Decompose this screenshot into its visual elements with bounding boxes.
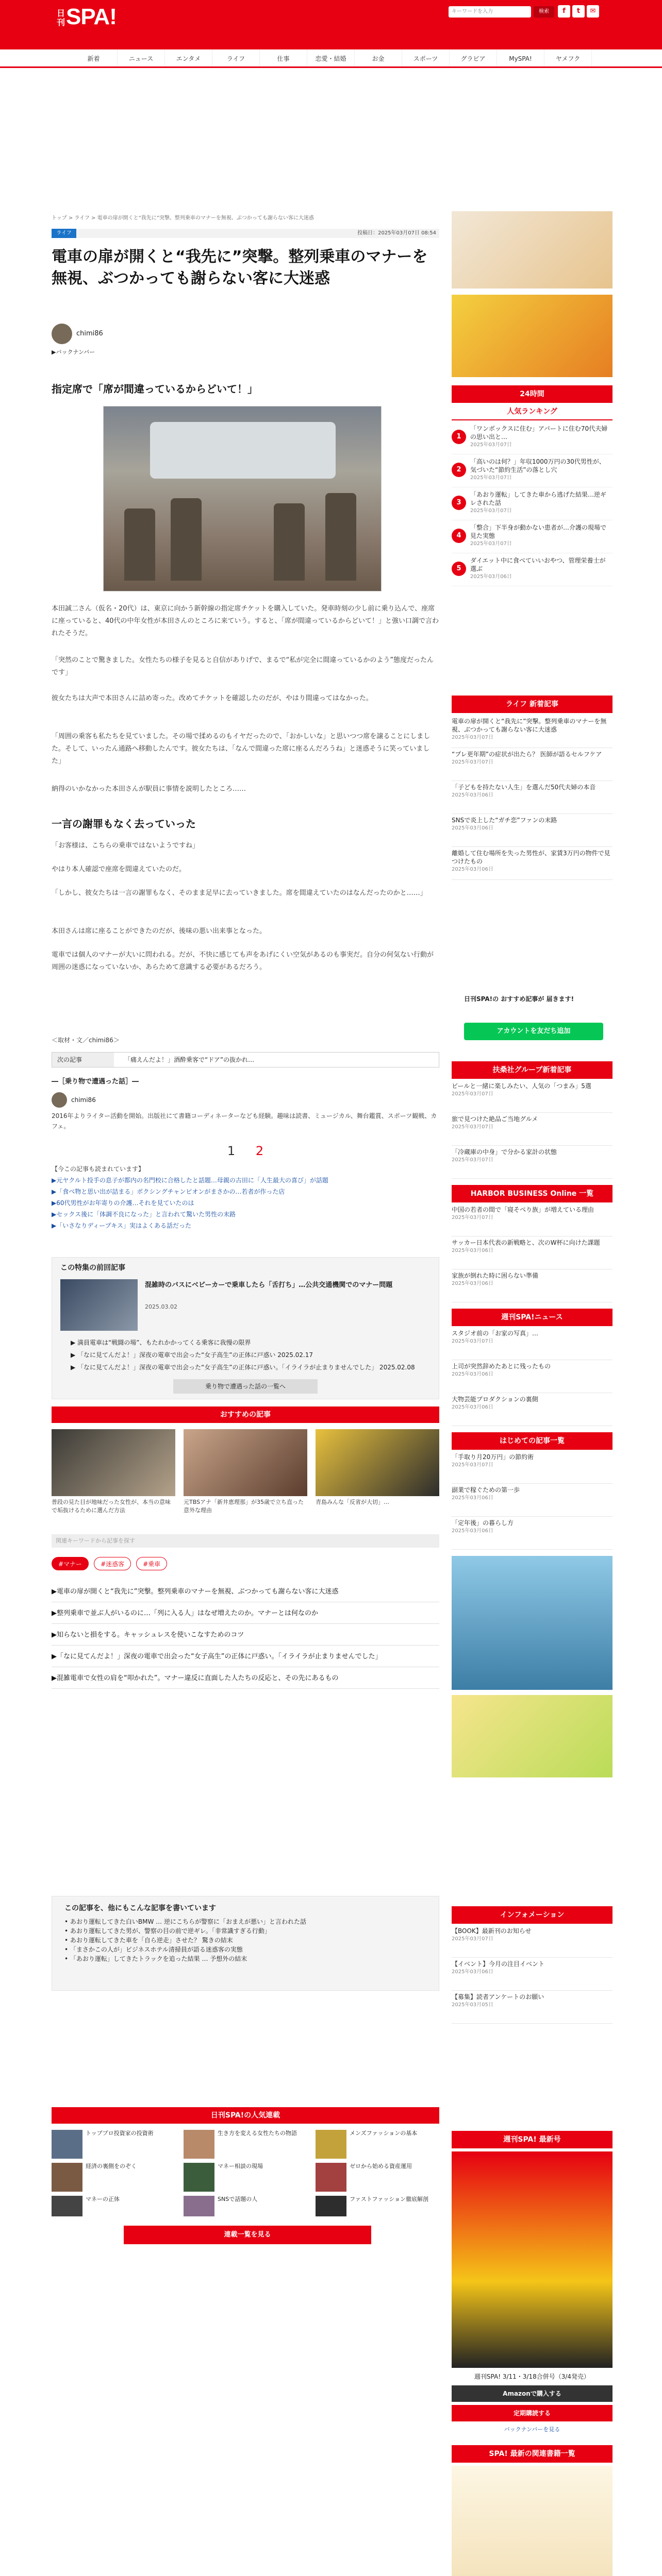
line-promo-text: 日刊SPA!の おすすめ記事が 届きます! xyxy=(464,995,574,1003)
twitter-icon[interactable]: t xyxy=(572,5,585,18)
next-article-link[interactable]: 「痛えんだよ！」酒酔乗客で“ドア”の抜かれ… xyxy=(124,1056,255,1063)
related-link[interactable]: ▶知らないと損をする。キャッシュレスを使いこなすためのコツ xyxy=(52,1625,439,1646)
ad-slot xyxy=(52,1762,439,1875)
author-other-articles xyxy=(52,1896,439,1991)
series-link[interactable]: ―［乗り物で遭遇った話］― xyxy=(52,1078,139,1086)
list-item[interactable]: ▶元ヤクルト投手の息子が都内の名門校に合格したと話題…母親の古田に「人生最大の喜び」が話題 xyxy=(52,1177,328,1184)
series-more-button[interactable]: 連載一覧を見る xyxy=(124,2226,371,2244)
news-item[interactable]: サッカー日本代表の新戦略と、次のW杯に向けた課題 2025年03月06日 xyxy=(452,1239,613,1269)
related-link[interactable]: ▶電車の扉が開くと“我先に”突撃。整列乗車のマナーを無視、ぶつかっても謝らない客に大迷惑 xyxy=(52,1582,439,1602)
series-thumbnail[interactable] xyxy=(60,1279,138,1331)
news-item[interactable]: 「定年後」の暮らし方 2025年03月06日 xyxy=(452,1519,613,1550)
fusosha-heading: 扶桑社グループ新着記事 xyxy=(452,1061,613,1079)
author-name[interactable]: chimi86 xyxy=(71,1096,96,1104)
series-item[interactable]: 経済の裏側をのぞく xyxy=(52,2163,175,2194)
nav-item[interactable]: 新着 xyxy=(70,49,118,66)
info-heading: インフォメーション xyxy=(452,1906,613,1924)
page-2[interactable]: 2 xyxy=(255,1144,264,1158)
page-1[interactable]: 1 xyxy=(227,1144,236,1158)
recommend-heading: おすすめの記事 xyxy=(52,1406,439,1423)
tag-list xyxy=(52,1557,167,1570)
series-item[interactable]: トッププロ投資家の投資術 xyxy=(52,2130,175,2161)
recommend-title[interactable]: 青島みんな「反省が大切」… xyxy=(316,1499,389,1505)
search-input[interactable]: キーワードを入力 xyxy=(449,6,531,18)
nav-item[interactable]: グラビア xyxy=(450,49,497,66)
related-link[interactable]: ▶整列乗車で並ぶ人がいるのに…「列に入る人」はなぜ増えたのか。マナーとは何なのか xyxy=(52,1603,439,1624)
news-item[interactable]: 「冷蔵庫の中身」で分かる家計の状態 2025年03月07日 xyxy=(452,1148,613,1179)
news-item[interactable]: 副業で稼ぐための第一歩 2025年03月06日 xyxy=(452,1486,613,1517)
news-item[interactable]: 大物芸能プロダクションの裏側 2025年03月06日 xyxy=(452,1395,613,1426)
next-article-box[interactable] xyxy=(52,1052,439,1067)
attribution: ＜取材・文／chimi86＞ xyxy=(52,1037,120,1044)
series-item[interactable]: ゼロから始める資産運用 xyxy=(316,2163,439,2194)
related-link[interactable]: ▶混雑電車で女性の肩を“叩かれた”。マナー違反に直面した人たちの反応と、その先にあるもの xyxy=(52,1668,439,1689)
nav-item[interactable]: スポーツ xyxy=(402,49,450,66)
ranking-item[interactable]: 5 ダイエット中に食べていいおやつ、管理栄養士が選ぶ 2025年03月06日 xyxy=(452,554,613,586)
series-grid xyxy=(52,2130,439,2217)
list-item[interactable]: ▶ 満員電車は“戦闘の場”、もたれかかってくる乗客に我慢の限界 xyxy=(71,1339,251,1346)
section-heading: 指定席で「席が間違っているからどいて！」 xyxy=(52,383,258,395)
nav-item[interactable]: MySPA! xyxy=(497,49,544,66)
news-item[interactable]: 旅で見つけた絶品ご当地グルメ 2025年03月07日 xyxy=(452,1115,613,1146)
site-header xyxy=(0,0,662,49)
recommend-thumbnail[interactable] xyxy=(52,1429,175,1496)
weekly-issue-heading: 週刊SPA! 最新号 xyxy=(452,2131,613,2148)
facebook-icon[interactable]: f xyxy=(558,5,570,18)
list-item[interactable]: • あおり運転してきた男が、警察の目の前で逆ギレ。「非常識すぎる行動」 xyxy=(64,1927,271,1935)
ranking-item[interactable]: 2 「高いのは何？」年収1000万円の30代男性が、気づいた“節約生活”の落とし穴 2025年03月07日 xyxy=(452,455,613,487)
nav-item[interactable]: 恋愛・結婚 xyxy=(307,49,355,66)
paragraph: 本田さんは席に座ることができたのだが、後味の悪い出来事となった。 xyxy=(52,927,267,935)
magazine-cover[interactable] xyxy=(452,2151,613,2368)
tag[interactable]: #マナー xyxy=(52,1557,89,1570)
paragraph: 「お客様は、こちらの乗車ではないようですね」 xyxy=(52,842,200,850)
ranking-item[interactable]: 4 「整合」下半身が動かない患者が…介護の現場で見た実態 2025年03月07日 xyxy=(452,521,613,553)
life-item[interactable]: “プレ更年期”の症状が出たら？ 医師が語るセルフケア 2025年03月07日 xyxy=(452,750,613,781)
main-nav xyxy=(0,49,662,68)
list-item[interactable]: • あおり運転してきた白いBMW … 逆にこちらが警察に「おまえが悪い」と言われた話 xyxy=(64,1918,306,1925)
recommend-title[interactable]: 元TBSアナ「新井恵理那」が35歳で立ち直った意外な理由 xyxy=(184,1499,304,1514)
news-item[interactable]: 家族が倒れた時に困らない準備 2025年03月06日 xyxy=(452,1272,613,1302)
harbor-heading: HARBOR BUSINESS Online 一覧 xyxy=(452,1185,613,1202)
series-heading: この特集の前回記事 xyxy=(60,1264,125,1272)
recommend-title[interactable]: 普段の見た目が地味だった女性が、本当の意味で垢抜けるために選んだ方法 xyxy=(52,1499,171,1514)
news-item[interactable]: 「手取り月20万円」の節約術 2025年03月07日 xyxy=(452,1453,613,1484)
author-name[interactable]: chimi86 xyxy=(76,330,103,338)
nav-item[interactable]: ヤメフク xyxy=(544,49,592,66)
sidebar-banner[interactable] xyxy=(452,1695,613,1777)
life-item[interactable]: 電車の扉が開くと“我先に”突撃。整列乗車のマナーを無視、ぶつかっても謝らない客に大迷惑 2025年03月07日 xyxy=(452,717,613,748)
recommend-thumbnail[interactable] xyxy=(316,1429,439,1496)
category-badge[interactable]: ライフ xyxy=(52,229,76,238)
backnumber-link[interactable]: バックナンバーを見る xyxy=(504,2426,560,2433)
series-item[interactable]: マネー相談の現場 xyxy=(184,2163,307,2194)
profile-author[interactable] xyxy=(52,1092,96,1108)
paragraph: 「突然のことで驚きました。女性たちの様子を見ると自信がありげで、まるで“私が完全に間違っているかのよう”態度だったんです」 xyxy=(52,656,434,676)
paragraph: 「周囲の乗客も私たちを見ていました。その場で揉めるのもイヤだったので、「おかしいな」と思いつつ席を譲ることにしました。そして、いったん通路へ移動したんです。彼女たちは、「なんで間違った席に座るんだろうね」と迷惑そうに笑っていました」 xyxy=(52,733,431,765)
paragraph: 本田誠二さん（仮名・20代）は、東京に向かう新幹線の指定席チケットを購入していた。発車時刻の少し前に乗り込んで、座席に座っていると、40代の中年女性が本田さんのところに来ていう。すると、「席が間違っているからどいて！」と強い口調で言われたそうだ。 xyxy=(52,605,439,637)
series-item[interactable]: SNSで話題の人 xyxy=(184,2196,307,2216)
first-heading: はじめての記事一覧 xyxy=(452,1432,613,1450)
author-bio: 2016年よりライター活動を開始。出版社にて書籍コーディネーターなども経験。趣味は読書、ミュージカル、舞台鑑賞、スポーツ観戦、カフェ。 xyxy=(52,1112,437,1130)
sidebar-banner[interactable] xyxy=(452,295,613,377)
author-block[interactable] xyxy=(52,324,103,344)
info-item[interactable]: 【BOOK】最新刊のお知らせ 2025年03月07日 xyxy=(452,1927,613,1958)
paragraph: 納得のいかなかった本田さんが駅員に事情を説明したところ…… xyxy=(52,785,246,793)
site-logo[interactable]: 日刊SPA! xyxy=(57,4,117,29)
section-heading: 一言の謝罪もなく去っていった xyxy=(52,818,196,830)
subscribe-button[interactable]: 定期購読する xyxy=(452,2405,613,2421)
life-heading: ライフ 新着記事 xyxy=(452,696,613,713)
next-label: 次の記事 xyxy=(52,1053,114,1067)
info-item[interactable]: 【イベント】今月の注目イベント 2025年03月06日 xyxy=(452,1960,613,1991)
keywords-bar: 関連キーワードから記事を探す xyxy=(52,1534,439,1548)
weekly-issue-date: 週刊SPA! 3/11・3/18合併号（3/4発売） xyxy=(474,2373,590,2380)
also-read-list xyxy=(52,1163,439,1231)
list-item[interactable]: ▶セックス後に「体調不良になった」と言われて驚いた男性の末路 xyxy=(52,1211,236,1218)
news-item[interactable]: 上司が突然辞めたあとに残ったもの 2025年03月06日 xyxy=(452,1362,613,1393)
mail-icon[interactable]: ✉ xyxy=(587,5,599,18)
paragraph: 電車では個人のマナーが大いに問われる。だが、不快に感じても声をあげにくい空気があるのも事実だ。自分の何気ない行動が周囲の迷惑になっていないか、あらためて意識する必要があるだろう。 xyxy=(52,951,434,971)
life-item[interactable]: SNSで炎上した“ガチ恋”ファンの末路 2025年03月06日 xyxy=(452,816,613,847)
list-item[interactable]: • あおり運転してきた車を「自ら逆走」させた？ 驚きの結末 xyxy=(64,1937,233,1944)
nav-item[interactable]: エンタメ xyxy=(165,49,212,66)
tag[interactable]: #迷惑客 xyxy=(94,1557,131,1570)
breadcrumb[interactable]: トップ > ライフ > 電車の扉が開くと“我先に”突撃。整列乗車のマナーを無視、ぶつかっても謝らない客に大迷惑 xyxy=(52,215,314,221)
ranking-heading: 24時間 xyxy=(452,385,613,403)
news-item[interactable]: 中国の若者の間で「寝そべり族」が増えている理由 2025年03月07日 xyxy=(452,1206,613,1236)
news-item[interactable]: スタジオ前の「お家の写真」… 2025年03月07日 xyxy=(452,1329,613,1360)
series-item[interactable]: マネーの正体 xyxy=(52,2196,175,2216)
sidebar-banner[interactable] xyxy=(452,1556,613,1690)
tag[interactable]: #乗車 xyxy=(136,1557,167,1570)
series-item[interactable]: メンズファッションの基本 xyxy=(316,2130,439,2161)
info-item[interactable]: 【募集】読者アンケートのお願い 2025年03月05日 xyxy=(452,1993,613,2024)
list-item[interactable]: • 「あおり運転」してきたトラックを追った結果 … 予想外の結末 xyxy=(64,1955,247,1962)
weekly-news-heading: 週刊SPA!ニュース xyxy=(452,1309,613,1326)
ranking-tab[interactable]: 人気ランキング xyxy=(452,403,613,420)
ranking-item[interactable]: 3 「あおり運転」してきた車から逃げた結果…逆ギレされた話 2025年03月07日 xyxy=(452,488,613,520)
life-item[interactable]: 離婚して住む場所を失った男性が、家賃3万円の物件で見つけたもの 2025年03月06日 xyxy=(452,849,613,880)
list-item[interactable]: • 「まさかこの人が」ビジネスホテル清掃員が語る迷惑客の実態 xyxy=(64,1946,243,1953)
series-more-button[interactable]: 乗り物で遭遇った話の一覧へ xyxy=(173,1379,318,1394)
amazon-buy-button[interactable]: Amazonで購入する xyxy=(452,2385,613,2402)
list-heading: 【今この記事も読まれています】 xyxy=(52,1165,145,1173)
book-cover[interactable] xyxy=(452,2466,613,2576)
nav-item[interactable]: ライフ xyxy=(212,49,260,66)
avatar xyxy=(52,324,72,344)
avatar xyxy=(52,1092,67,1108)
recommend-thumbnail[interactable] xyxy=(184,1429,307,1496)
series-feature-title[interactable]: 混雑時のバスにベビーカーで乗車したら「舌打ち」…公共交通機関でのマナー問題 xyxy=(145,1281,393,1289)
series-feature-date: 2025.03.02 xyxy=(145,1303,177,1310)
pagination xyxy=(52,1142,439,1160)
series-box xyxy=(52,1257,439,1399)
list-item[interactable]: ▶60代男性がお年寄りの介護…それを見ていたのは xyxy=(52,1199,194,1207)
list-item[interactable]: ▶「食べ物と思い出が詰まる」ボクシングチャンピオンがまさかの…若者が作った店 xyxy=(52,1188,285,1195)
article-meta xyxy=(52,229,439,238)
books-heading: SPA! 最新の関連書籍一覧 xyxy=(452,2445,613,2463)
paragraph: 彼女たちは大声で本田さんに詰め寄った。改めてチケットを確認したのだが、やはり間違ってはなかった。 xyxy=(52,694,373,702)
nav-item[interactable]: ニュース xyxy=(118,49,165,66)
series-item[interactable]: ファストファッション徹底解剖 xyxy=(316,2196,439,2216)
list-item[interactable]: ▶ 「なに見てんだよ！」深夜の電車で出会った“女子高生”の正体に戸惑い 2025.02.17 xyxy=(71,1351,313,1359)
article-title: 電車の扉が開くと“我先に”突撃。整列乗車のマナーを無視、ぶつかっても謝らない客に大迷惑 xyxy=(52,248,428,287)
paragraph: やはり本人確認で座席を間違えていたのだ。 xyxy=(52,866,186,873)
related-link[interactable]: ▶「なに見てんだよ！」深夜の電車で出会った“女子高生”の正体に戸惑い。「イライラが止まりませんでした」 xyxy=(52,1647,439,1667)
series-list-heading: 日刊SPA!の人気連載 xyxy=(52,2107,439,2124)
article-photo xyxy=(103,406,382,591)
nav-item[interactable]: 仕事 xyxy=(260,49,307,66)
sidebar-banner[interactable] xyxy=(452,211,613,289)
publish-date: 投稿日：2025年03月07日 08:54 xyxy=(357,230,436,236)
list-item[interactable]: ▶「いさなりディープキス」実はよくある話だった xyxy=(52,1222,191,1229)
life-item[interactable]: 「子どもを持たない人生」を選んだ50代夫婦の本音 2025年03月06日 xyxy=(452,783,613,814)
box-heading: この記事を、他にもこんな記事を書いています xyxy=(64,1904,216,1912)
series-item[interactable]: 生き方を変える女性たちの物語 xyxy=(184,2130,307,2161)
ranking-item[interactable]: 1 「ワンボックスに住む」アパートに住む70代夫婦の思い出と… 2025年03月07日 xyxy=(452,422,613,454)
nav-item[interactable]: お金 xyxy=(355,49,402,66)
backnumber-link[interactable]: ▶バックナンバー xyxy=(52,349,95,355)
search-button[interactable]: 検索 xyxy=(534,6,554,18)
paragraph: 「しかし、彼女たちは一言の謝罪もなく、そのまま足早に去っていきました。席を間違えていたのはなんだったのかと……」 xyxy=(52,889,427,897)
news-item[interactable]: ビールと一緒に楽しみたい、人気の「つまみ」5選 2025年03月07日 xyxy=(452,1082,613,1113)
line-add-friend-button[interactable]: アカウントを友だち追加 xyxy=(464,1023,603,1040)
list-item[interactable]: ▶ 「なに見てんだよ！」深夜の電車で出会った“女子高生”の正体に戸惑い。「イライラが止まりませんでした」 2025.02.08 xyxy=(71,1364,415,1371)
